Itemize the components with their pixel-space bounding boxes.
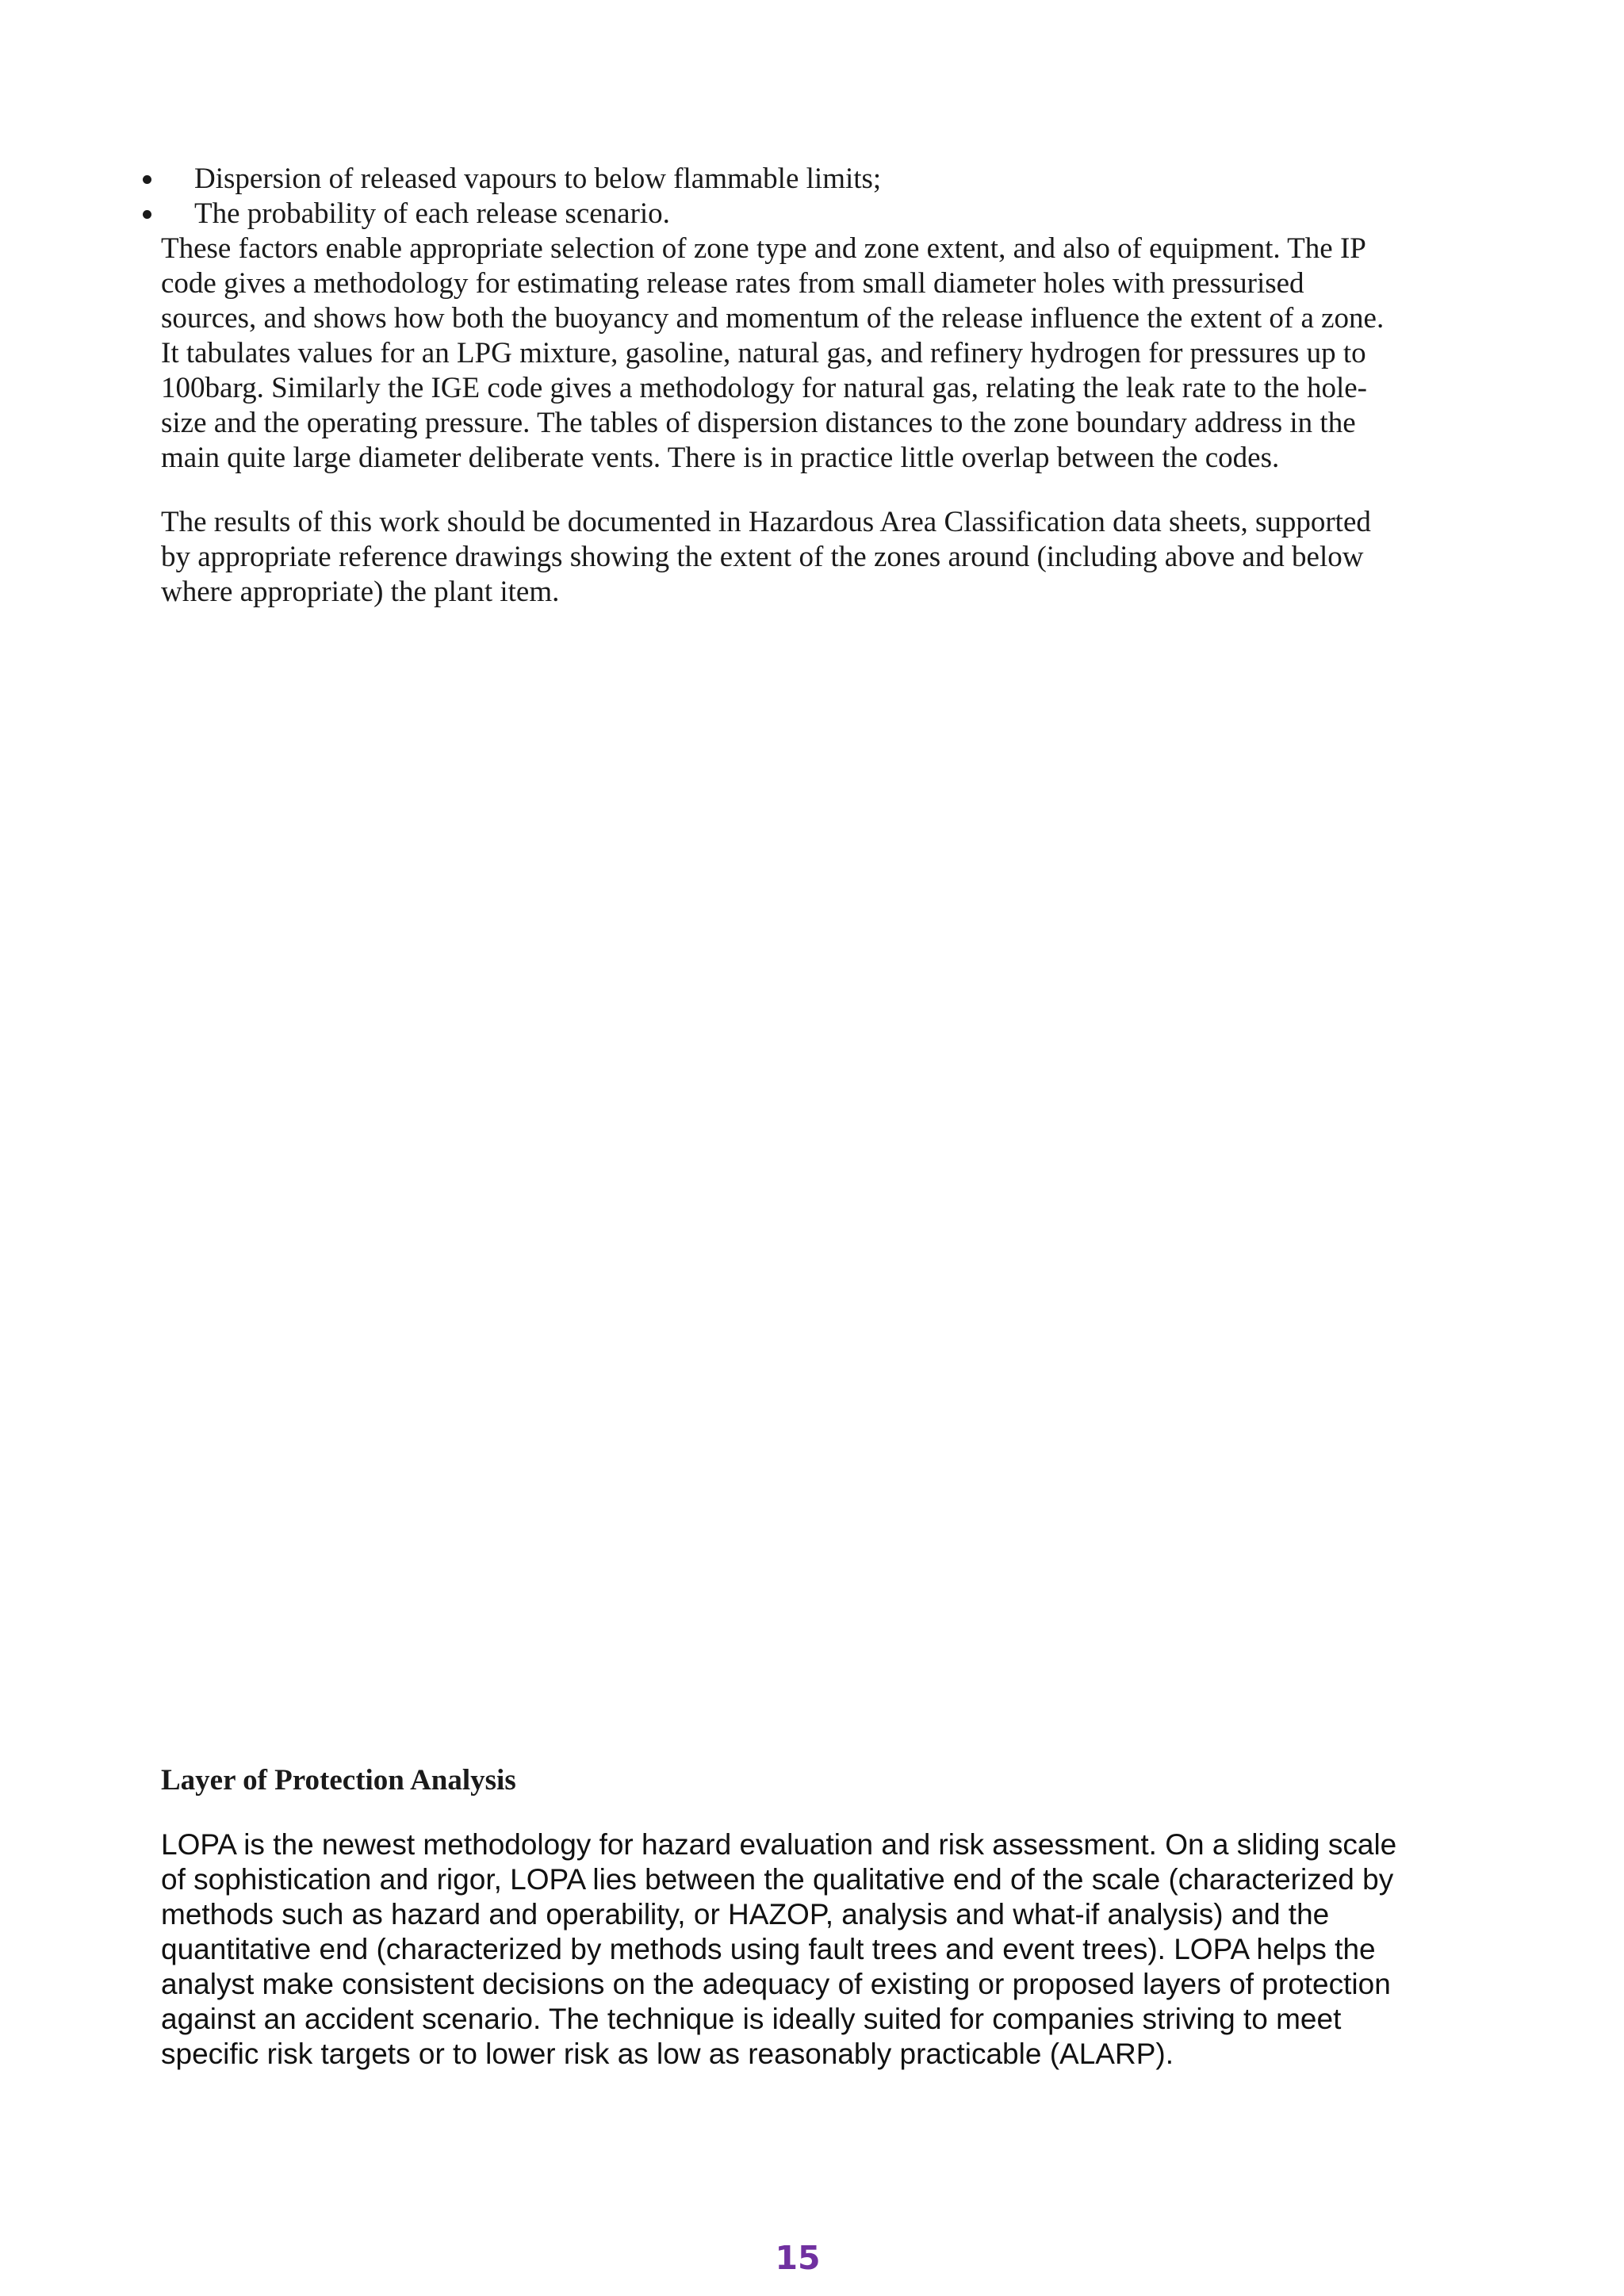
bullet-icon: [143, 210, 151, 219]
paragraph-results: The results of this work should be documented in Hazardous Area Classification data sheets, supported by appropriate reference drawings showing the extent of the zones around (including above and below where appropriate) the plant item.: [161, 506, 1371, 608]
paragraph-factors: These factors enable appropriate selection of zone type and zone extent, and also of equipment. The IP code gives a methodology for estimating release rates from small diameter holes with pressurised sources, and shows how both the buoyancy and momentum of the release influence the extent of a zone. It tabulates values for an LPG mixture, gasoline, natural gas, and refinery hydrogen for pressures up to 100barg. Similarly the IGE code gives a methodology for natural gas, relating the leak rate to the hole- size and the operating pressure. The tables of dispersion distances to the zone boundary address in the main quite large diameter deliberate vents. There is in practice little overlap between the codes.: [161, 232, 1385, 474]
bullet-text: The probability of each release scenario.: [194, 197, 670, 230]
bullet-icon: [143, 175, 151, 184]
page-number: 15: [775, 2239, 821, 2277]
bullet-item: [143, 197, 1443, 232]
section-heading: Layer of Protection Analysis: [161, 1764, 516, 1797]
bullet-list: [143, 162, 1443, 232]
bullet-item: [143, 162, 1443, 197]
bullet-text: Dispersion of released vapours to below flammable limits;: [194, 163, 882, 195]
paragraph-lopa: LOPA is the newest methodology for hazard evaluation and risk assessment. On a sliding scale of sophistication and rigor, LOPA lies between the qualitative end of the scale (characterized by methods such as hazard and operability, or HAZOP, analysis and what-if analysis) and the quantitative end (characterized by methods using fault trees and event trees). LOPA helps the analyst make consistent decisions on the adequacy of existing or proposed layers of protection against an accident scenario. The technique is ideally suited for companies striving to meet specific risk targets or to lower risk as low as reasonably practicable (ALARP).: [161, 1828, 1397, 2070]
